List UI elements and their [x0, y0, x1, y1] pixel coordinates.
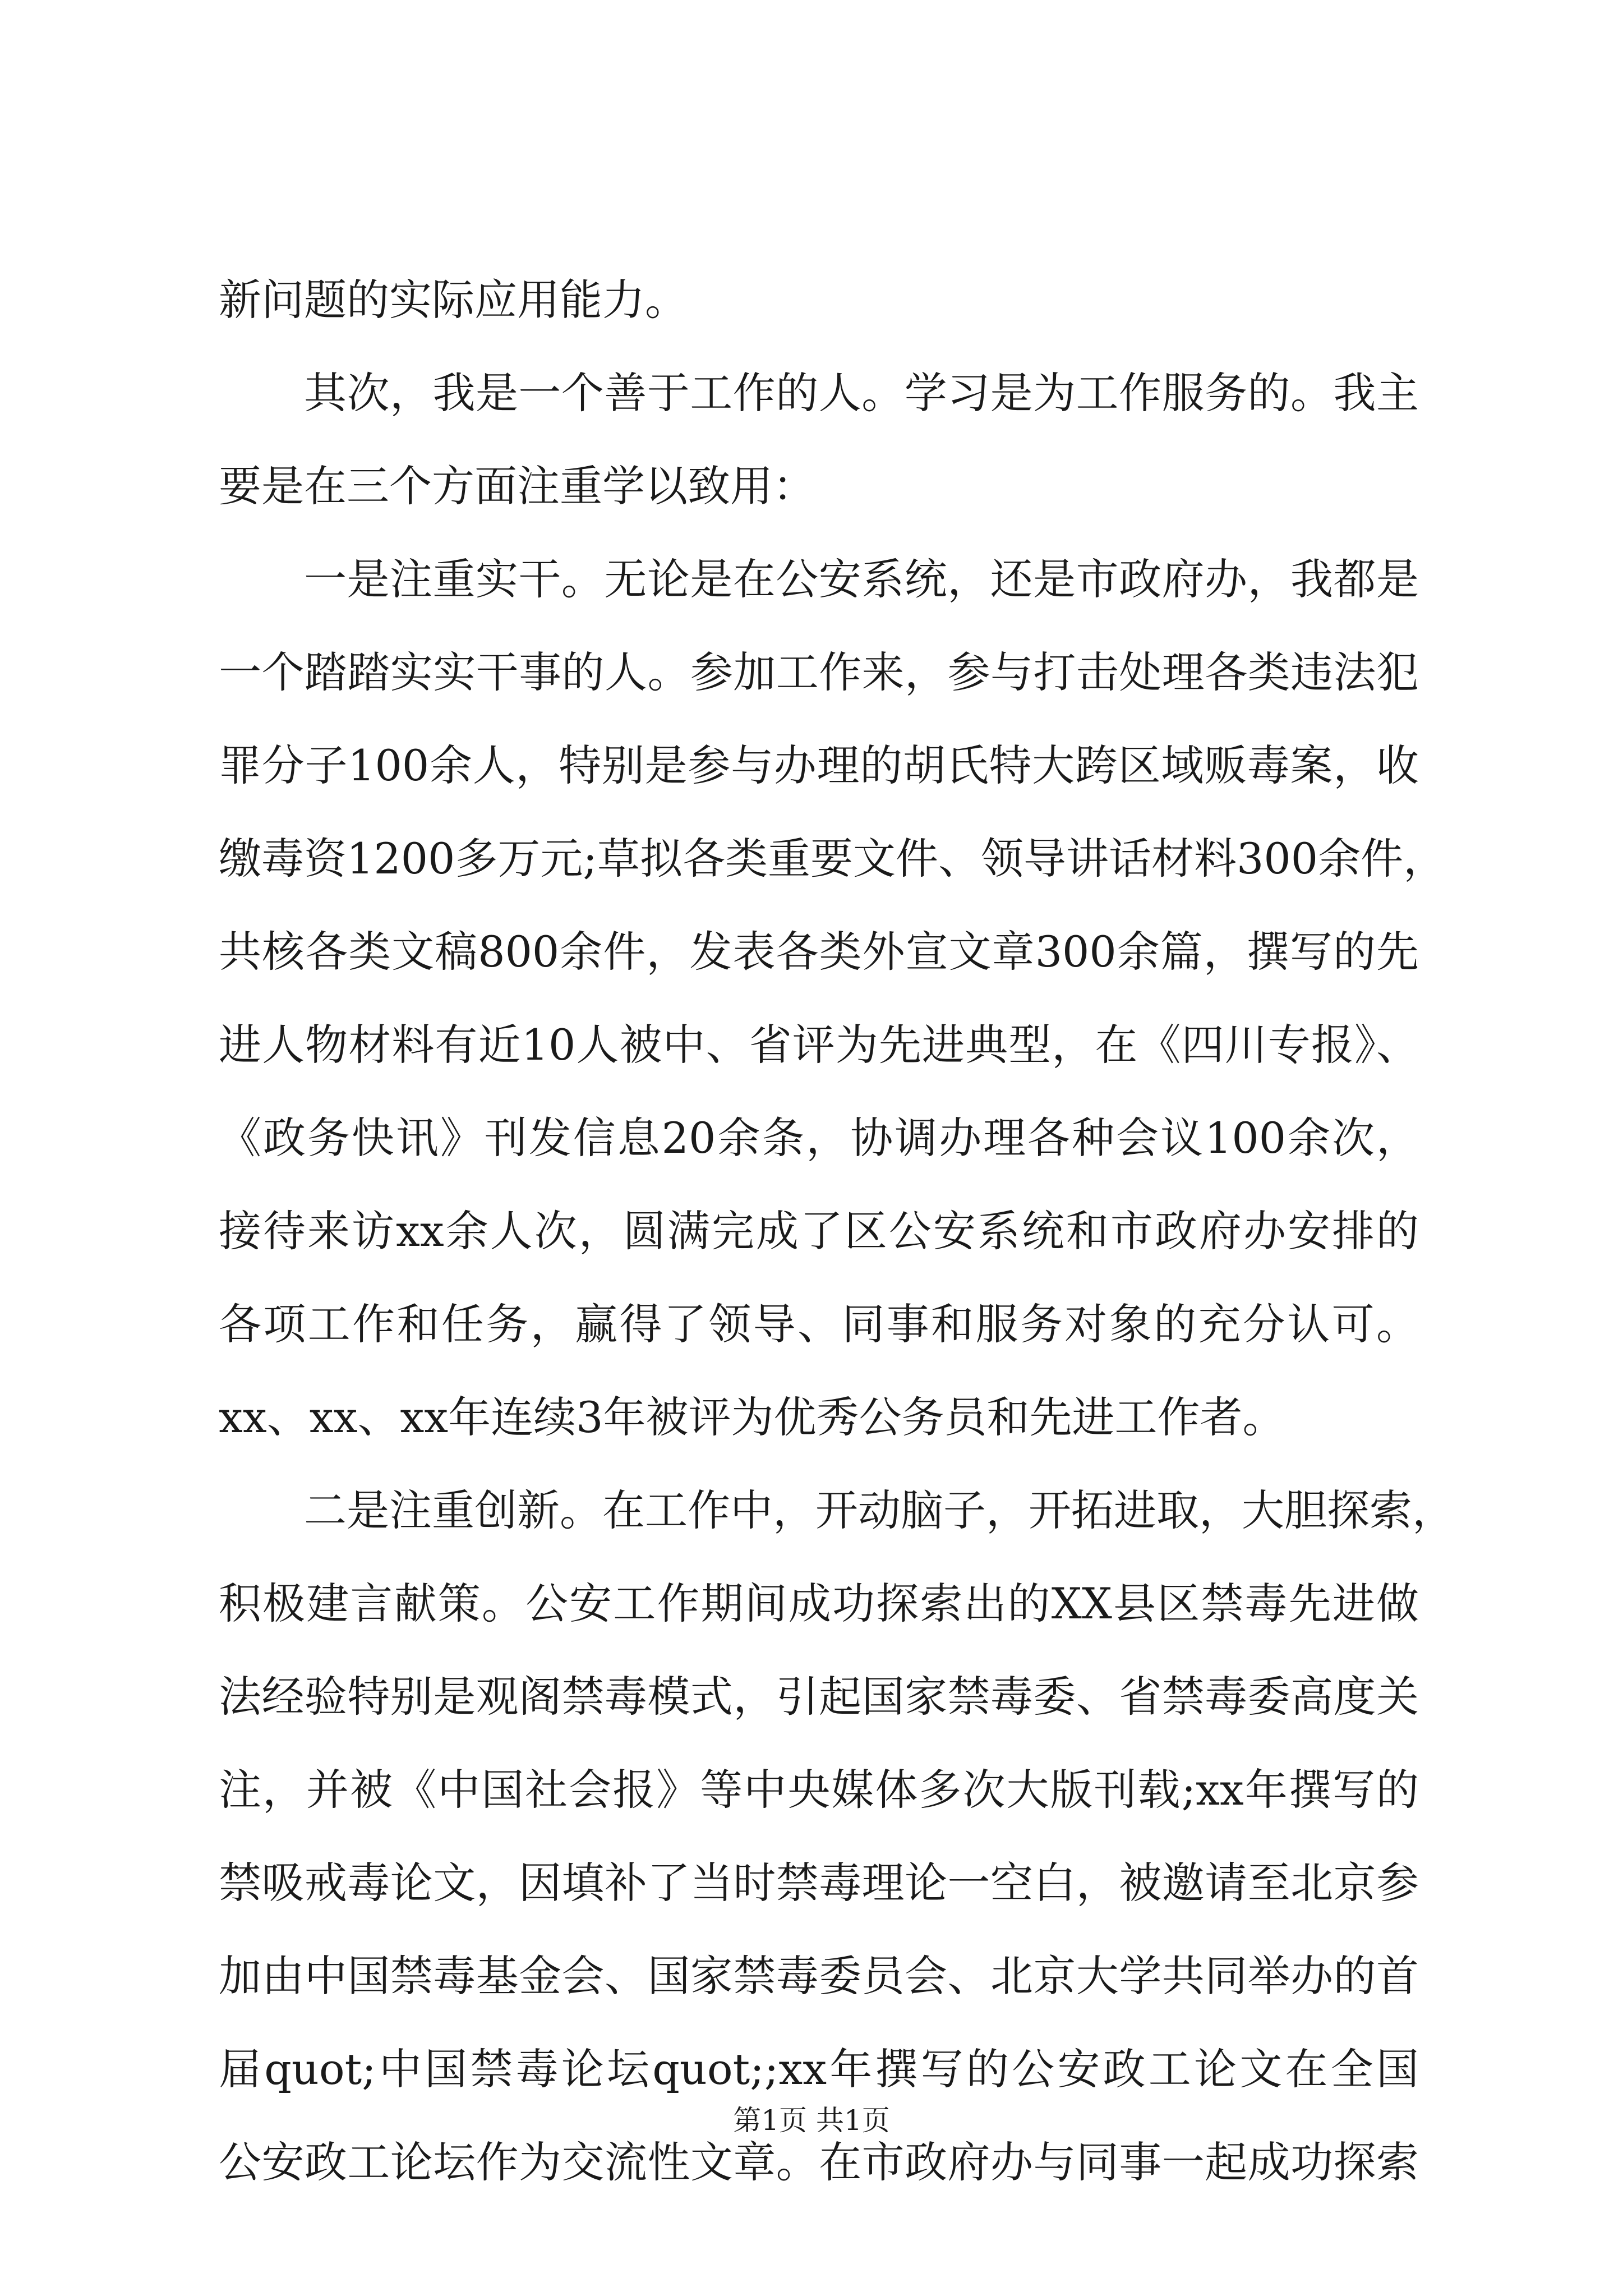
text-line: 法经验特别是观阁禁毒模式，引起国家禁毒委、省禁毒委高度关 — [219, 1672, 1419, 1722]
text-line: 加由中国禁毒基金会、国家禁毒委员会、北京大学共同举办的首 — [219, 1951, 1419, 2001]
paragraph-line: 二是注重创新。在工作中，开动脑子，开拓进取，大胆探索， — [304, 1485, 1455, 1535]
document-body — [219, 254, 1455, 2209]
text-line: 禁吸戒毒论文，因填补了当时禁毒理论一空白，被邀请至北京参 — [219, 1858, 1419, 1908]
paragraph-line: 一是注重实干。无论是在公安系统，还是市政府办，我都是 — [304, 554, 1419, 604]
paragraph-line: 其次，我是一个善于工作的人。学习是为工作服务的。我主 — [304, 368, 1419, 418]
text-line: 新问题的实际应用能力。 — [219, 275, 688, 325]
text-line: xx、xx、xx年连续3年被评为优秀公务员和先进工作者。 — [219, 1392, 1285, 1442]
text-line: 注，并被《中国社会报》等中央媒体多次大版刊载;xx年撰写的 — [219, 1765, 1419, 1815]
text-line: 共核各类文稿800余件，发表各类外宣文章300余篇，撰写的先 — [219, 927, 1419, 977]
text-line: 公安政工论坛作为交流性文章。在市政府办与同事一起成功探索 — [219, 2137, 1419, 2187]
page-footer: 第1页 共1页 — [733, 2104, 890, 2137]
text-line: 《政务快讯》刊发信息20余条，协调办理各种会议100余次， — [219, 1113, 1419, 1163]
text-line: 缴毒资1200多万元;草拟各类重要文件、领导讲话材料300余件， — [219, 834, 1446, 884]
text-line: 罪分子100余人，特别是参与办理的胡氏特大跨区域贩毒案，收 — [219, 740, 1419, 790]
text-line: 届quot;中国禁毒论坛quot;;xx年撰写的公安政工论文在全国 — [219, 2044, 1419, 2094]
text-line: 各项工作和任务，赢得了领导、同事和服务对象的充分认可。 — [219, 1299, 1419, 1349]
text-line: 积极建言献策。公安工作期间成功探索出的XX县区禁毒先进做 — [219, 1579, 1419, 1628]
text-line: 要是在三个方面注重学以致用： — [219, 461, 815, 511]
text-line: 进人物材料有近10人被中、省评为先进典型，在《四川专报》、 — [219, 1020, 1419, 1070]
text-line: 接待来访xx余人次，圆满完成了区公安系统和市政府办安排的 — [219, 1206, 1419, 1256]
text-line: 一个踏踏实实干事的人。参加工作来，参与打击处理各类违法犯 — [219, 647, 1419, 697]
